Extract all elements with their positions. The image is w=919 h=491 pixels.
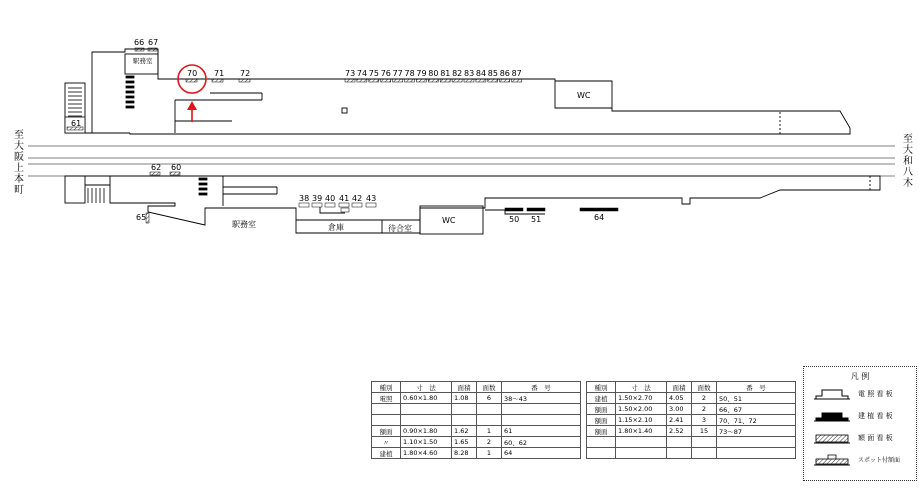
sign-76-icon xyxy=(381,79,391,82)
col-header-number: 番 号 xyxy=(502,382,581,393)
table-row xyxy=(372,448,581,459)
col-header-type: 種別 xyxy=(372,382,401,393)
label-70: 70 xyxy=(187,69,198,78)
cell-type: 電照 xyxy=(372,393,401,404)
col-header-count: 面数 xyxy=(477,382,502,393)
label-62: 62 xyxy=(151,163,162,172)
label-51: 51 xyxy=(531,215,542,224)
cell-count: 1 xyxy=(477,448,502,459)
cell-size: 1.15×2.10 xyxy=(616,415,667,426)
upper-stairs xyxy=(68,76,134,116)
label-79: 79 xyxy=(416,69,427,78)
label-80: 80 xyxy=(428,69,439,78)
sign-82-icon xyxy=(452,79,462,82)
table-row xyxy=(372,404,581,415)
sign-75-icon xyxy=(369,79,379,82)
label-84: 84 xyxy=(475,69,487,78)
legend-label-lit: 電 照 看 板 xyxy=(858,390,893,398)
cell-area: 2.52 xyxy=(667,426,692,437)
label-39: 39 xyxy=(312,194,323,203)
table-row xyxy=(372,426,581,437)
cell-size: 0.60×1.80 xyxy=(401,393,452,404)
label-74: 74 xyxy=(356,69,368,78)
sign-84-icon xyxy=(476,79,486,82)
col-header-area: 面積 xyxy=(452,382,477,393)
col-header-count: 面数 xyxy=(692,382,717,393)
cell-type xyxy=(372,404,401,415)
label-43: 43 xyxy=(366,194,377,203)
label-67: 67 xyxy=(148,38,159,47)
cell-number: 61 xyxy=(502,426,581,437)
col-header-type: 種別 xyxy=(587,382,616,393)
col-header-number: 番 号 xyxy=(717,382,796,393)
station-office-bottom-label: 駅務室 xyxy=(232,220,256,229)
cell-type: 額面 xyxy=(587,415,616,426)
wc-bottom-label: WC xyxy=(442,216,456,225)
sign-74-icon xyxy=(357,79,367,82)
sign-86-icon xyxy=(500,79,510,82)
cell-area: 8.28 xyxy=(452,448,477,459)
table-row xyxy=(587,415,796,426)
table-row xyxy=(587,426,796,437)
cell-count: 3 xyxy=(692,415,717,426)
cell-count: 2 xyxy=(692,393,717,404)
standing-sign-icon xyxy=(812,409,852,423)
cell-count: 6 xyxy=(477,393,502,404)
cell-count: 1 xyxy=(477,426,502,437)
table-row xyxy=(587,437,796,448)
cell-count xyxy=(692,437,717,448)
label-64: 64 xyxy=(594,213,605,222)
cell-number: 60、62 xyxy=(502,437,581,448)
lower-platform xyxy=(65,176,880,234)
cell-area: 1.65 xyxy=(452,437,477,448)
legend-label-standing: 建 植 看 板 xyxy=(858,412,893,420)
cell-area: 2.41 xyxy=(667,415,692,426)
label-72: 72 xyxy=(240,69,251,78)
cell-number xyxy=(502,415,581,426)
cell-area: 1.08 xyxy=(452,393,477,404)
cell-area: 4.05 xyxy=(667,393,692,404)
sign-77-icon xyxy=(393,79,403,82)
cell-area xyxy=(452,404,477,415)
cell-size xyxy=(401,415,452,426)
spec-table-left xyxy=(371,381,581,459)
label-81: 81 xyxy=(440,69,451,78)
framed-sign-icon xyxy=(812,431,852,445)
cell-size: 1.50×2.70 xyxy=(616,393,667,404)
label-66: 66 xyxy=(134,38,145,47)
cell-area xyxy=(667,437,692,448)
cell-number xyxy=(502,404,581,415)
direction-left-label: 至大阪上本町 xyxy=(14,130,24,196)
cell-size xyxy=(401,404,452,415)
legend xyxy=(803,366,917,481)
cell-type xyxy=(587,448,616,459)
col-header-size: 寸 法 xyxy=(401,382,452,393)
upper-strip-labels xyxy=(345,69,522,78)
cell-type: 建植 xyxy=(372,448,401,459)
cell-count: 2 xyxy=(692,404,717,415)
cell-count xyxy=(692,448,717,459)
cell-size xyxy=(616,448,667,459)
cell-size: 1.50×2.00 xyxy=(616,404,667,415)
cell-number xyxy=(717,448,796,459)
label-87: 87 xyxy=(511,69,522,78)
sign-83-icon xyxy=(464,79,474,82)
label-73: 73 xyxy=(345,69,356,78)
lower-sign-icons xyxy=(146,172,618,223)
cell-area xyxy=(452,415,477,426)
cell-number xyxy=(717,437,796,448)
label-82: 82 xyxy=(452,69,463,78)
cell-number: 64 xyxy=(502,448,581,459)
label-71: 71 xyxy=(214,69,225,78)
label-77: 77 xyxy=(392,69,403,78)
lit-sign-icon xyxy=(812,387,852,401)
label-86: 86 xyxy=(499,69,510,78)
label-50: 50 xyxy=(509,215,520,224)
legend-item-lit xyxy=(812,387,912,401)
label-76: 76 xyxy=(380,69,391,78)
table-row xyxy=(587,393,796,404)
storage-label: 倉庫 xyxy=(328,223,344,232)
label-41: 41 xyxy=(339,194,350,203)
sign-73-icon xyxy=(345,79,355,82)
direction-right-label: 至大和八木 xyxy=(903,134,913,189)
cell-type: 額面 xyxy=(587,426,616,437)
cell-count xyxy=(477,404,502,415)
label-85: 85 xyxy=(487,69,498,78)
label-61: 61 xyxy=(71,119,82,128)
legend-title: 凡 例 xyxy=(850,372,870,381)
table-row xyxy=(587,448,796,459)
sign-79-icon xyxy=(416,79,426,82)
label-75: 75 xyxy=(368,69,379,78)
waiting-room-label: 待合室 xyxy=(388,224,412,233)
cell-area: 1.62 xyxy=(452,426,477,437)
cell-size: 0.90×1.80 xyxy=(401,426,452,437)
cell-count: 15 xyxy=(692,426,717,437)
sign-81-icon xyxy=(440,79,450,82)
cell-type: 額面 xyxy=(372,426,401,437)
label-42: 42 xyxy=(352,194,363,203)
label-65: 65 xyxy=(136,213,147,222)
cell-type xyxy=(587,437,616,448)
label-40: 40 xyxy=(325,194,336,203)
sign-78-icon xyxy=(405,79,415,82)
label-78: 78 xyxy=(404,69,415,78)
col-header-size: 寸 法 xyxy=(616,382,667,393)
spec-table-right xyxy=(586,381,796,459)
legend-label-framed: 額 面 看 板 xyxy=(858,434,893,442)
label-83: 83 xyxy=(464,69,475,78)
cell-type: 額面 xyxy=(587,404,616,415)
table-row xyxy=(372,393,581,404)
cell-type xyxy=(372,415,401,426)
cell-number: 50、51 xyxy=(717,393,796,404)
cell-size xyxy=(616,437,667,448)
cell-type: 〃 xyxy=(372,437,401,448)
cell-number: 38〜43 xyxy=(502,393,581,404)
cell-count xyxy=(477,415,502,426)
upper-sign-strip xyxy=(345,79,522,82)
spot-framed-sign-icon xyxy=(812,453,852,467)
cell-number: 70、71、72 xyxy=(717,415,796,426)
upper-platform xyxy=(65,49,850,134)
sign-85-icon xyxy=(488,79,498,82)
cell-area: 3.00 xyxy=(667,404,692,415)
sign-87-icon xyxy=(512,79,522,82)
station-office-top-label: 駅務室 xyxy=(133,57,153,65)
cell-type: 建植 xyxy=(587,393,616,404)
label-38: 38 xyxy=(299,194,310,203)
table-row xyxy=(587,404,796,415)
sign-80-icon xyxy=(428,79,438,82)
table-header-row xyxy=(587,382,796,393)
lower-stairs xyxy=(88,178,207,203)
cell-size: 1.80×4.60 xyxy=(401,448,452,459)
cell-size: 1.80×1.40 xyxy=(616,426,667,437)
cell-count: 2 xyxy=(477,437,502,448)
cell-number: 73〜87 xyxy=(717,426,796,437)
legend-label-spot: スポット付額面 xyxy=(858,457,901,464)
wc-top-label: WC xyxy=(577,91,591,100)
cell-area xyxy=(667,448,692,459)
legend-item-standing xyxy=(812,409,912,423)
cell-size: 1.10×1.50 xyxy=(401,437,452,448)
cell-number: 66、67 xyxy=(717,404,796,415)
col-header-area: 面積 xyxy=(667,382,692,393)
legend-item-spot xyxy=(812,453,912,467)
table-row xyxy=(372,415,581,426)
table-header-row xyxy=(372,382,581,393)
legend-item-framed xyxy=(812,431,912,445)
table-row xyxy=(372,437,581,448)
label-60: 60 xyxy=(171,163,182,172)
